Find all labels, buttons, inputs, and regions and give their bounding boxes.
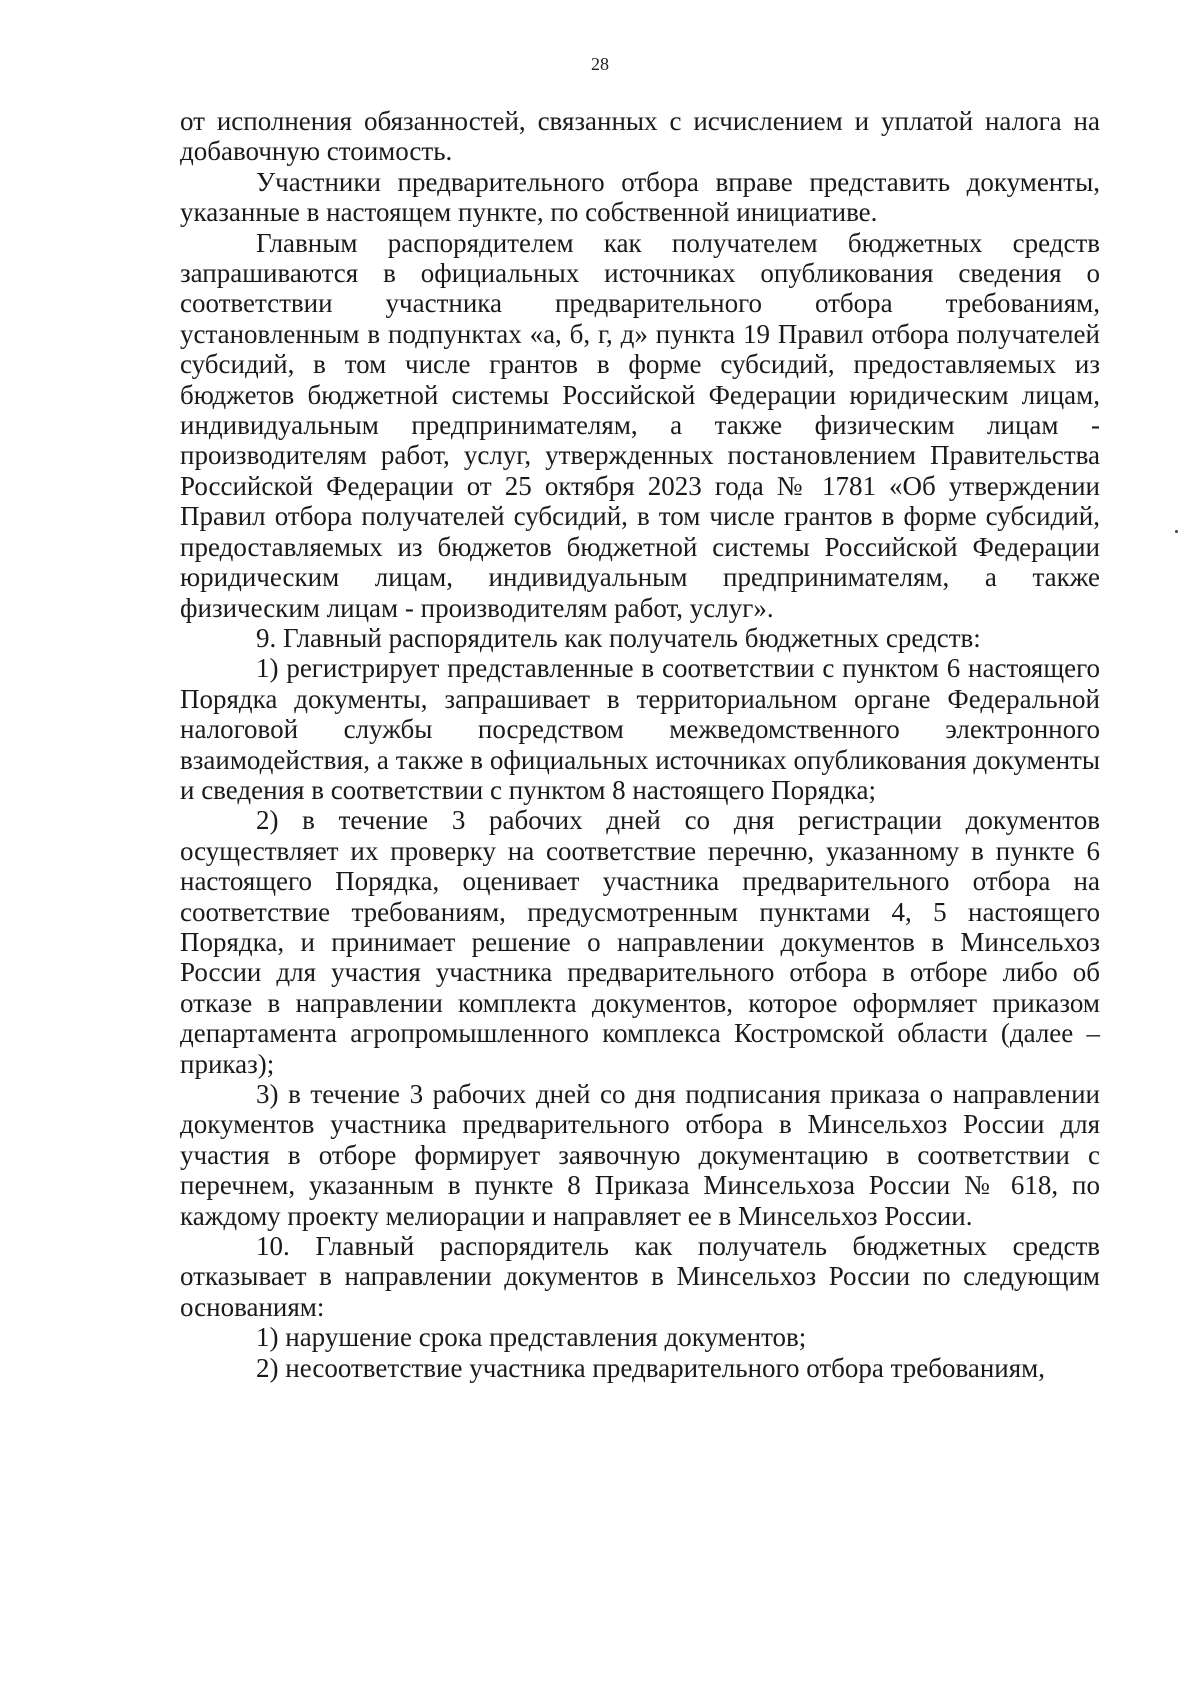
paragraph-voluntary-documents: Участники предварительного отбора вправе представить документы, указанные в настоящем пункте, по собственной инициативе. (180, 166, 1100, 228)
paragraph-item-9-3: 3) в течение 3 рабочих дней со дня подписания приказа о направлении документов участника предварительного отбора в Минсельхоз России для участия в отборе формирует заявочную документацию в соответствии с перечнем, указанным в пункте 8 Приказа Минсельхоза России № 618, по каждому проекту мелиорации и направляет ее в Минсельхоз России. (180, 1079, 1100, 1231)
paragraph-item-9-2: 2) в течение 3 рабочих дней со дня регистрации документов осуществляет их проверку на соответствие перечню, указанному в пункте 6 настоящего Порядка, оценивает участника предварительного отбора на соответствие требованиям, предусмотренным пунктами 4, 5 настоящего Порядка, и принимает решение о направлении документов в Минсельхоз России для участия участника предварительного отбора в отборе либо об отказе в направлении комплекта документов, которое оформляет приказом департамента агропромышленного комплекса Костромской области (далее – приказ); (180, 805, 1100, 1079)
paragraph-item-9-1: 1) регистрирует представленные в соответствии с пунктом 6 настоящего Порядка документы, запрашивает в территориальном органе Федеральной налоговой службы посредством межведомственного электронного взаимодействия, а также в официальных источниках опубликования документы и сведения в соответствии с пунктом 8 настоящего Порядка; (180, 653, 1100, 805)
scan-speck (1175, 530, 1178, 533)
paragraph-item-10-1: 1) нарушение срока представления документов; (256, 1322, 807, 1353)
page-number: 28 (591, 54, 609, 74)
paragraph-item-9: 9. Главный распорядитель как получатель бюджетных средств: (256, 622, 981, 653)
paragraph-information-request: Главным распорядителем как получателем бюджетных средств запрашиваются в официальных источниках опубликования сведения о соответствии участника предварительного отбора требованиям, установленным в подпунктах «а, б, г, д» пункта 19 Правил отбора получателей субсидий, в том числе грантов в форме субсидий, предоставляемых из бюджетов бюджетной системы Российской Федерации юридическим лицам, индивидуальным предпринимателям, а также физическим лицам - производителям работ, услуг, утвержденных постановлением Правительства Российской Федерации от 25 октября 2023 года № 1781 «Об утверждении Правил отбора получателей субсидий, в том числе грантов в форме субсидий, предоставляемых из бюджетов бюджетной системы Российской Федерации юридическим лицам, индивидуальным предпринимателям, а также физическим лицам - производителям работ, услуг». (180, 227, 1100, 623)
document-body (180, 106, 1100, 1383)
paragraph-continuation: от исполнения обязанностей, связанных с исчислением и уплатой налога на добавочную стоимость. (180, 106, 1100, 167)
paragraph-item-10: 10. Главный распорядитель как получатель бюджетных средств отказывает в направлении документов в Минсельхоз России по следующим основаниям: (180, 1231, 1100, 1322)
paragraph-item-10-2: 2) несоответствие участника предварительного отбора требованиям, (256, 1352, 1045, 1383)
